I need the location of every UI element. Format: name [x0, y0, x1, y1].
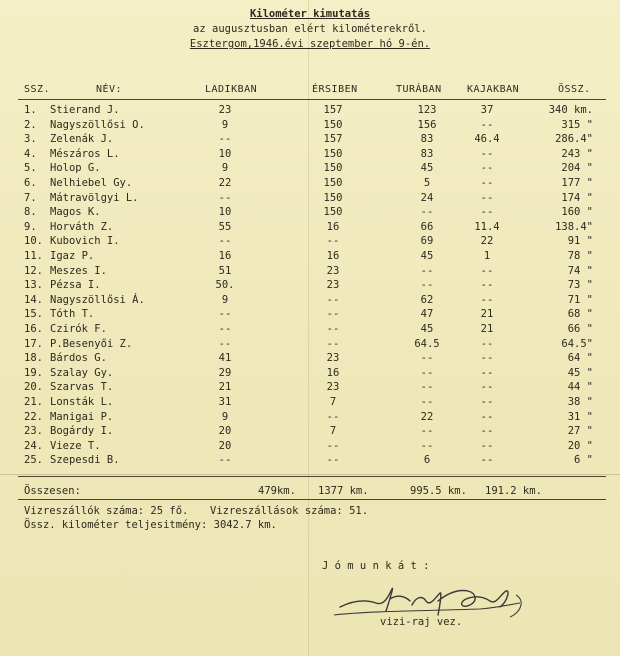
cell-ossz: 204 "	[561, 162, 593, 175]
cell-lad: 51	[218, 264, 232, 277]
cell-lad: 9	[221, 162, 229, 175]
cell-lad: 9	[221, 293, 229, 306]
table-row	[0, 250, 620, 264]
cell-kaj: --	[480, 439, 494, 452]
cell-ossz: 66 "	[567, 323, 593, 335]
cell-ossz: 6 "	[574, 454, 593, 467]
cell-ossz: 286.4"	[555, 133, 593, 146]
cell-kaj: --	[480, 352, 494, 365]
table-row	[0, 352, 620, 366]
cell-kaj: --	[480, 337, 494, 350]
cell-no: 22.	[24, 410, 43, 423]
cell-kaj: --	[480, 206, 494, 219]
cell-lad: 20	[218, 425, 232, 438]
cell-evez: --	[326, 293, 340, 306]
table-row	[0, 338, 620, 352]
cell-kaj: 21	[480, 308, 494, 321]
table-row	[0, 177, 620, 191]
cell-name: Meszes I.	[50, 264, 107, 277]
totals-evez: 1377 km.	[318, 485, 369, 497]
header-rule	[18, 99, 606, 100]
cell-tura: 156	[417, 118, 437, 131]
cell-tura: --	[420, 425, 434, 438]
cell-evez: 150	[323, 177, 343, 189]
cell-no: 20.	[24, 381, 43, 394]
cell-no: 8.	[24, 206, 37, 219]
cell-kaj: --	[480, 454, 494, 467]
cell-ossz: 20 "	[567, 439, 593, 452]
cell-lad: --	[218, 337, 232, 350]
col-header-ossz: ÖSSZ.	[558, 84, 591, 95]
cell-tura: 64.5	[414, 337, 440, 350]
cell-tura: 45	[420, 162, 434, 175]
cell-no: 7.	[24, 191, 37, 204]
totals-tura: 995.5 km.	[410, 485, 467, 497]
cell-lad: 31	[218, 396, 232, 408]
table-row	[0, 323, 620, 337]
cell-lad: --	[218, 323, 232, 335]
cell-no: 14.	[24, 293, 43, 306]
cell-lad: --	[218, 308, 232, 321]
cell-lad: 29	[218, 366, 232, 379]
cell-evez: --	[326, 308, 340, 321]
cell-evez: 157	[323, 133, 343, 146]
cell-kaj: --	[480, 162, 494, 175]
cell-no: 16.	[24, 323, 43, 335]
cell-ossz: 340 km.	[548, 104, 593, 116]
cell-name: Horváth Z.	[50, 220, 114, 233]
cell-kaj: 37	[480, 104, 494, 116]
cell-tura: 22	[420, 410, 434, 423]
cell-tura: 47	[420, 308, 434, 321]
cell-evez: 150	[323, 162, 343, 175]
cell-tura: --	[420, 206, 434, 219]
table-row	[0, 294, 620, 308]
cell-kaj: 46.4	[474, 133, 500, 146]
table-row	[0, 162, 620, 176]
cell-kaj: --	[480, 191, 494, 204]
cell-name: Szalay Gy.	[50, 366, 114, 379]
cell-lad: 22	[218, 177, 232, 189]
cell-evez: 150	[323, 206, 343, 219]
cell-evez: --	[326, 454, 340, 467]
cell-evez: 150	[323, 191, 343, 204]
summary-trips: Vizreszállások száma: 51.	[210, 505, 369, 517]
cell-tura: 5	[423, 177, 431, 189]
cell-evez: 150	[323, 147, 343, 160]
cell-tura: 24	[420, 191, 434, 204]
cell-name: Manigai P.	[50, 410, 114, 423]
table-row	[0, 192, 620, 206]
cell-lad: 16	[218, 250, 232, 262]
cell-name: Mátravölgyi L.	[50, 191, 139, 204]
cell-kaj: --	[480, 293, 494, 306]
cell-name: Nelhiebel Gy.	[50, 177, 133, 189]
total-rule-top	[18, 476, 606, 477]
cell-evez: 7	[329, 425, 337, 438]
cell-name: Szepesdi B.	[50, 454, 120, 467]
cell-evez: --	[326, 439, 340, 452]
cell-ossz: 71 "	[567, 293, 593, 306]
table-row	[0, 396, 620, 410]
cell-ossz: 44 "	[567, 381, 593, 394]
cell-kaj: 22	[480, 235, 494, 248]
totals-label: Összesen:	[24, 485, 81, 497]
cell-no: 9.	[24, 220, 37, 233]
table-row	[0, 221, 620, 235]
cell-kaj: --	[480, 396, 494, 408]
cell-tura: --	[420, 366, 434, 379]
cell-tura: 62	[420, 293, 434, 306]
table-row	[0, 425, 620, 439]
cell-name: Pézsa I.	[50, 279, 101, 292]
cell-name: Igaz P.	[50, 250, 95, 262]
col-header-evez: ÉRSIBEN	[312, 84, 358, 95]
cell-lad: 9	[221, 118, 229, 131]
cell-ossz: 68 "	[567, 308, 593, 321]
cell-ossz: 64 "	[567, 352, 593, 365]
col-header-no: SSZ.	[24, 84, 51, 95]
cell-lad: 10	[218, 206, 232, 219]
cell-kaj: 1	[483, 250, 491, 262]
cell-evez: --	[326, 323, 340, 335]
cell-kaj: --	[480, 147, 494, 160]
cell-evez: --	[326, 410, 340, 423]
cell-no: 5.	[24, 162, 37, 175]
cell-lad: 41	[218, 352, 232, 365]
cell-lad: --	[218, 133, 232, 146]
cell-name: P.Besenyői Z.	[50, 337, 133, 350]
cell-tura: 83	[420, 133, 434, 146]
total-rule-bottom	[18, 499, 606, 500]
cell-no: 15.	[24, 308, 43, 321]
cell-no: 24.	[24, 439, 43, 452]
cell-kaj: --	[480, 118, 494, 131]
table-row	[0, 308, 620, 322]
cell-ossz: 138.4"	[555, 220, 593, 233]
cell-tura: --	[420, 439, 434, 452]
closing-role: vizi-raj vez.	[380, 616, 463, 628]
cell-name: Tóth T.	[50, 308, 95, 321]
cell-ossz: 45 "	[567, 366, 593, 379]
cell-no: 19.	[24, 366, 43, 379]
cell-no: 2.	[24, 118, 37, 131]
cell-tura: --	[420, 279, 434, 292]
cell-evez: 23	[326, 279, 340, 292]
table-row	[0, 367, 620, 381]
cell-name: Magos K.	[50, 206, 101, 219]
table-row	[0, 265, 620, 279]
cell-evez: 16	[326, 366, 340, 379]
cell-ossz: 243 "	[561, 147, 593, 160]
cell-name: Holop G.	[50, 162, 101, 175]
totals-kajak: 191.2 km.	[485, 485, 542, 497]
cell-tura: 123	[417, 104, 437, 116]
cell-tura: 45	[420, 323, 434, 335]
cell-kaj: 21	[480, 323, 494, 335]
table-row	[0, 381, 620, 395]
document-subtitle: az augusztusban elért kilométerekről.	[193, 23, 427, 35]
cell-kaj: 11.4	[474, 220, 500, 233]
cell-evez: --	[326, 235, 340, 248]
document-header	[0, 7, 620, 52]
cell-evez: 23	[326, 381, 340, 394]
cell-lad: --	[218, 191, 232, 204]
cell-name: Lonsták L.	[50, 396, 114, 408]
cell-lad: 9	[221, 410, 229, 423]
table-row	[0, 206, 620, 220]
cell-no: 23.	[24, 425, 43, 438]
table-row	[0, 104, 620, 118]
cell-no: 6.	[24, 177, 37, 189]
cell-name: Nagyszöllősi Á.	[50, 293, 145, 306]
cell-tura: 45	[420, 250, 434, 262]
cell-ossz: 73 "	[567, 279, 593, 292]
cell-ossz: 31 "	[567, 410, 593, 423]
table-row	[0, 440, 620, 454]
table-row	[0, 133, 620, 147]
cell-name: Nagyszöllősi O.	[50, 118, 145, 131]
cell-ossz: 177 "	[561, 177, 593, 189]
cell-ossz: 91 "	[567, 235, 593, 248]
cell-tura: 83	[420, 147, 434, 160]
cell-no: 10.	[24, 235, 43, 248]
cell-tura: --	[420, 352, 434, 365]
cell-lad: 23	[218, 104, 232, 116]
paper-fold-horizontal	[0, 474, 620, 475]
cell-ossz: 38 "	[567, 396, 593, 408]
summary-performance: Össz. kilométer teljesitmény: 3042.7 km.	[24, 519, 277, 531]
cell-no: 1.	[24, 104, 37, 116]
cell-no: 25.	[24, 454, 43, 467]
cell-lad: 55	[218, 220, 232, 233]
cell-no: 17.	[24, 337, 43, 350]
cell-tura: --	[420, 381, 434, 394]
cell-ossz: 315 "	[561, 118, 593, 131]
cell-name: Szarvas T.	[50, 381, 114, 394]
cell-ossz: 27 "	[567, 425, 593, 438]
cell-kaj: --	[480, 264, 494, 277]
cell-evez: 157	[323, 104, 343, 116]
cell-no: 11.	[24, 250, 43, 262]
cell-ossz: 78 "	[567, 250, 593, 262]
cell-ossz: 74 "	[567, 264, 593, 277]
cell-name: Mészáros L.	[50, 147, 120, 160]
cell-tura: --	[420, 264, 434, 277]
cell-evez: --	[326, 337, 340, 350]
cell-lad: 20	[218, 439, 232, 452]
table-row	[0, 148, 620, 162]
cell-ossz: 64.5"	[561, 337, 593, 350]
col-header-name: NÉV:	[96, 84, 123, 95]
table-row	[0, 454, 620, 468]
cell-evez: 23	[326, 352, 340, 365]
cell-lad: 21	[218, 381, 232, 394]
summary-rowers: Vizreszállók száma: 25 fő.	[24, 505, 189, 517]
cell-kaj: --	[480, 381, 494, 394]
table-row	[0, 279, 620, 293]
cell-kaj: --	[480, 366, 494, 379]
cell-no: 12.	[24, 264, 43, 277]
col-header-ladik: LADIKBAN	[205, 84, 258, 95]
cell-no: 21.	[24, 396, 43, 408]
cell-no: 4.	[24, 147, 37, 160]
cell-tura: 6	[423, 454, 431, 467]
cell-name: Vieze T.	[50, 439, 101, 452]
cell-no: 3.	[24, 133, 37, 146]
totals-ladik: 479km.	[258, 485, 296, 497]
cell-evez: 150	[323, 118, 343, 131]
cell-kaj: --	[480, 410, 494, 423]
cell-kaj: --	[480, 177, 494, 189]
cell-tura: --	[420, 396, 434, 408]
cell-name: Bogárdy I.	[50, 425, 114, 438]
col-header-kajak: KAJAKBAN	[467, 84, 520, 95]
cell-name: Zelenák J.	[50, 133, 114, 146]
cell-lad: 50.	[215, 279, 235, 292]
cell-name: Kubovich I.	[50, 235, 120, 248]
cell-kaj: --	[480, 279, 494, 292]
cell-ossz: 174 "	[561, 191, 593, 204]
table-row	[0, 119, 620, 133]
cell-ossz: 160 "	[561, 206, 593, 219]
cell-evez: 23	[326, 264, 340, 277]
cell-tura: 69	[420, 235, 434, 248]
document-place-date: Esztergom,1946.évi szeptember hó 9-én.	[189, 38, 431, 50]
cell-lad: --	[218, 454, 232, 467]
cell-lad: --	[218, 235, 232, 248]
cell-no: 13.	[24, 279, 43, 292]
cell-evez: 16	[326, 250, 340, 262]
closing-greeting: J ó m u n k á t :	[322, 560, 430, 572]
document-title: Kilométer kimutatás	[249, 8, 371, 20]
table-row	[0, 235, 620, 249]
table-row	[0, 411, 620, 425]
cell-name: Stierand J.	[50, 104, 120, 116]
cell-lad: 10	[218, 147, 232, 160]
cell-no: 18.	[24, 352, 43, 365]
cell-tura: 66	[420, 220, 434, 233]
cell-name: Bárdos G.	[50, 352, 107, 365]
cell-name: Czirók F.	[50, 323, 107, 335]
cell-evez: 16	[326, 220, 340, 233]
cell-kaj: --	[480, 425, 494, 438]
col-header-tura: TURÁBAN	[396, 84, 442, 95]
cell-evez: 7	[329, 396, 337, 408]
